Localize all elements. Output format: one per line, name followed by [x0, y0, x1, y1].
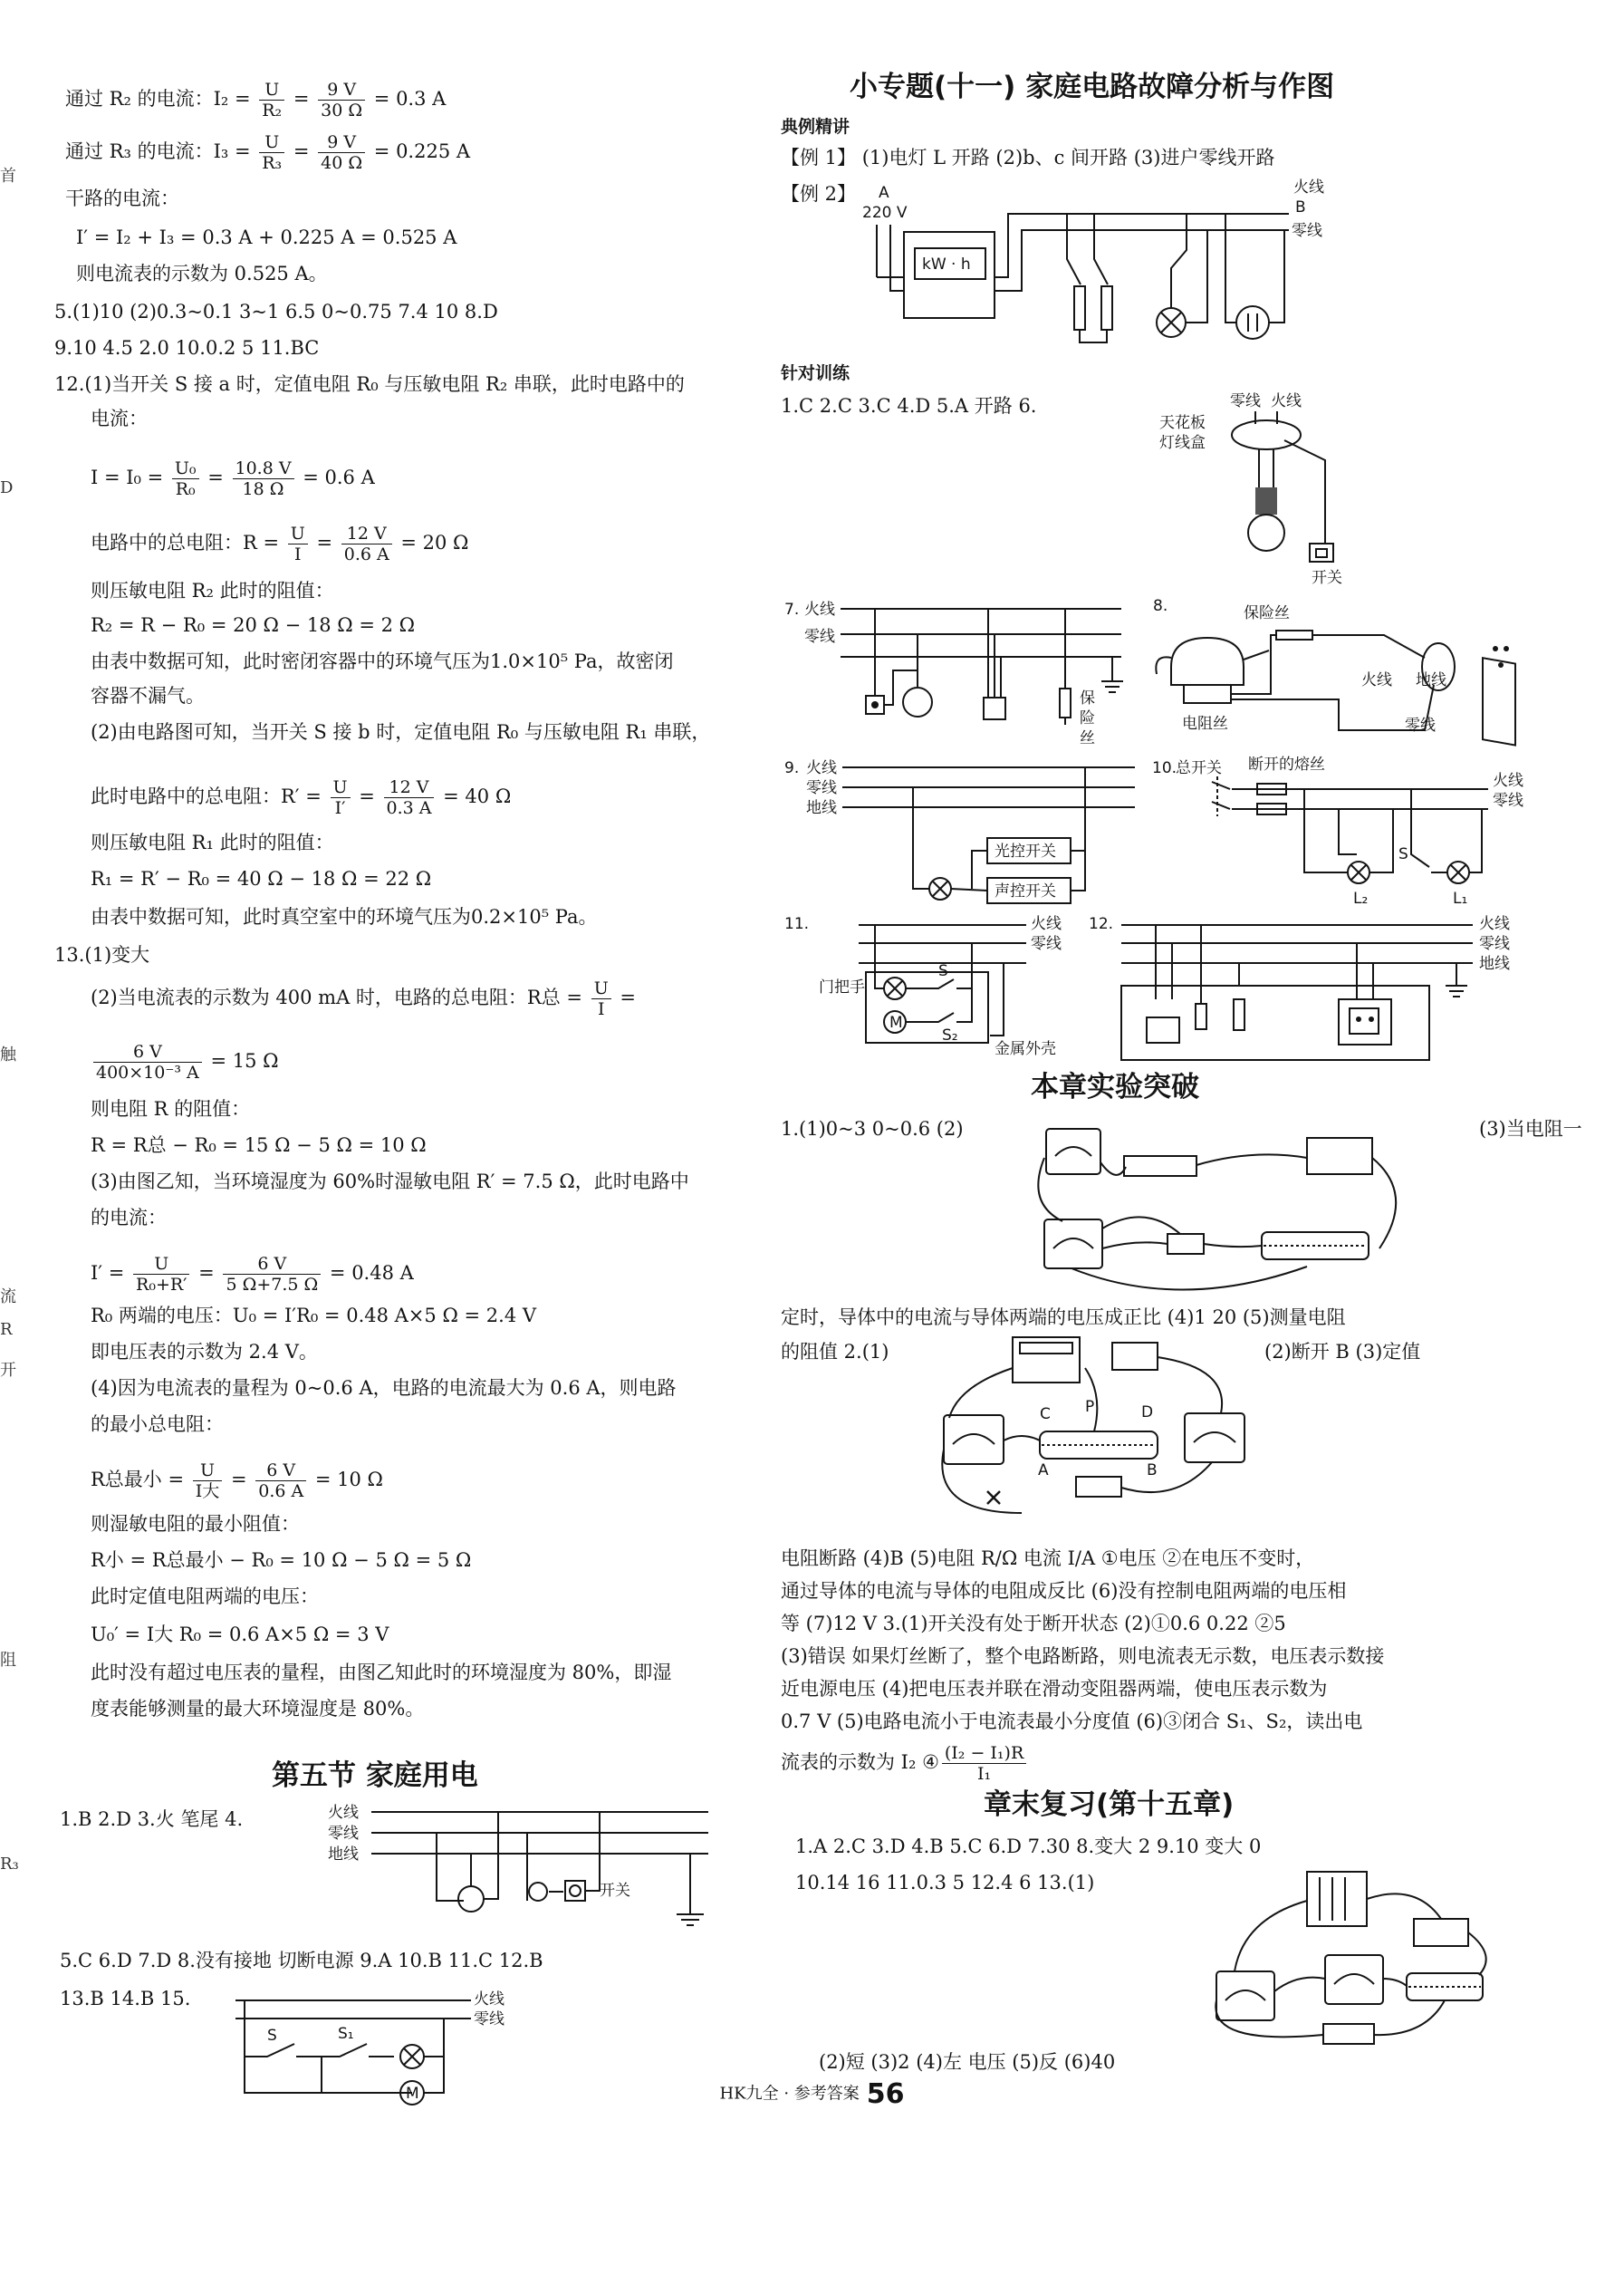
line-text: 则电阻 R 的阻值： [91, 1098, 251, 1120]
fire-line-label: 火线 [1031, 915, 1062, 933]
drill-answers: 1.C 2.C 3.C 4.D 5.A 开路 6. [781, 395, 1037, 417]
house-wiring-diagram-4 [328, 1801, 717, 1937]
fraction-numerator: 10.8 V [233, 458, 294, 479]
fraction-numerator: 12 V [384, 777, 435, 798]
line-text: R₂ = R − R₀ = 20 Ω − 18 Ω = 2 Ω [91, 614, 416, 636]
solution-line [91, 649, 674, 674]
fraction-numerator: U [133, 1254, 189, 1275]
solution-line [54, 335, 319, 361]
edge-char: R [0, 1320, 13, 1339]
point-b-label: B [1295, 198, 1306, 217]
lamp-l2-label: L₂ [1353, 890, 1369, 908]
fraction-numerator: U [259, 80, 284, 101]
line-text: = [352, 785, 381, 807]
zero-line-label: 零线 [804, 628, 835, 646]
answer-text: 流表的示数为 I₂ ④ [781, 1751, 939, 1773]
line-text: = 10 Ω [309, 1469, 383, 1490]
line-text: R总最小 = [91, 1469, 190, 1490]
solution-line [54, 371, 685, 397]
solution-line [91, 406, 148, 431]
example-2-label: 【例 2】 [781, 183, 857, 205]
edge-char: 触 [0, 1045, 16, 1065]
zero-line-label: 零线 [1493, 792, 1523, 810]
fraction [591, 978, 611, 1019]
fraction-denominator: I₁ [977, 1764, 992, 1784]
earth-line-label: 地线 [1479, 955, 1510, 973]
fraction [341, 524, 392, 564]
solution-line [91, 1584, 319, 1609]
line-text: 通过 R₂ 的电流：I₂ = [65, 88, 257, 110]
line-text: (4)因为电流表的量程为 0~0.6 A，电路的电流最大为 0.6 A，则电路 [91, 1377, 677, 1399]
fraction [233, 458, 294, 499]
fraction [223, 1254, 321, 1295]
broken-fuse-label: 断开的熔丝 [1248, 756, 1325, 774]
fire-line-label: 火线 [328, 1804, 359, 1822]
solution-line [91, 458, 375, 499]
line-text: = [201, 467, 230, 488]
fraction-numerator: 6 V [255, 1460, 306, 1481]
fraction [259, 132, 284, 173]
solution-line [91, 719, 710, 745]
voltage-label: 220 V [862, 204, 908, 222]
solution-line [91, 1254, 414, 1295]
fig-number: 10. [1152, 759, 1177, 777]
solution-line [91, 1375, 677, 1401]
broken-fuse-diagram-10 [1148, 755, 1538, 913]
box-label: 灯线盒 [1159, 434, 1206, 452]
line-text: = [613, 987, 636, 1008]
fraction-denominator: I′ [334, 798, 346, 818]
fig-number: 11. [784, 915, 810, 933]
fraction-denominator: R₃ [262, 153, 283, 173]
switch-s2-label: S₂ [942, 1026, 958, 1045]
line-text: (2)当电流表的示数为 400 mA 时，电路的总电阻：R总 = [91, 987, 589, 1008]
zero-line-label: 零线 [1479, 935, 1510, 953]
example-1-answer: 【例 1】 (1)电灯 L 开路 (2)b、c 间开路 (3)进户零线开路 [781, 147, 1275, 169]
line-text: = 0.225 A [368, 140, 471, 162]
fraction-numerator: 9 V [318, 80, 365, 101]
line-text: R₁ = R′ − R₀ = 40 Ω − 18 Ω = 22 Ω [91, 868, 432, 890]
solution-line [91, 1511, 300, 1537]
solution-line [65, 80, 446, 120]
fraction [318, 80, 365, 120]
answer-line: 1.B 2.D 3.火 笔尾 4. [60, 1808, 244, 1830]
subheading: 针对训练 [781, 363, 850, 383]
solution-line [76, 261, 328, 286]
fraction-denominator: 18 Ω [242, 479, 284, 499]
fraction-numerator: U [331, 777, 351, 798]
fraction [331, 777, 351, 818]
fraction [255, 1460, 306, 1501]
line-text: 电流： [91, 408, 148, 429]
solution-line [91, 1696, 424, 1721]
fig-number: 8. [1153, 597, 1168, 615]
outlet-wiring-diagram-12 [1085, 909, 1538, 1067]
zero-line-label: 零线 [1405, 717, 1436, 735]
answer-line-with-fraction [781, 1743, 1029, 1784]
fraction [384, 777, 435, 818]
line-text: (3)由图乙知，当环境湿度为 60%时湿敏电阻 R′ = 7.5 Ω，此时电路中 [91, 1171, 689, 1192]
terminal-b-label: B [1147, 1461, 1158, 1479]
ammeter-voltmeter-circuit-figure [1035, 1122, 1434, 1303]
solution-line [91, 683, 205, 708]
slider-p-label: P [1085, 1398, 1095, 1416]
earth-line-label: 地线 [328, 1845, 359, 1864]
zero-line-label: 零线 [1031, 935, 1062, 953]
fig-number: 7. [784, 601, 800, 619]
fraction [172, 458, 199, 499]
line-text: 即电压表的示数为 2.4 V。 [91, 1341, 318, 1363]
solution-line [91, 1460, 383, 1501]
line-text: 由表中数据可知，此时密闭容器中的环境气压为1.0×10⁵ Pa，故密闭 [91, 650, 674, 672]
fraction [193, 1460, 223, 1501]
fraction-numerator: U [259, 132, 284, 153]
switch-label: 开关 [600, 1882, 630, 1900]
fraction-denominator: 0.3 A [386, 798, 432, 818]
line-text: U₀′ = I大 R₀ = 0.6 A×5 Ω = 3 V [91, 1624, 389, 1645]
point-a-label: A [879, 184, 889, 202]
fire-line-label: 火线 [1293, 178, 1324, 197]
page-footer [0, 2078, 1624, 2110]
zero-line-label: 零线 [806, 779, 837, 797]
answer-line: 1.(1)0~3 0~0.6 (2) [781, 1118, 964, 1140]
solution-line [54, 299, 498, 324]
chapter-review-title: 章末复习(第十五章) [984, 1788, 1235, 1821]
solution-line [76, 225, 456, 250]
fire-line-label: 火线 [1479, 915, 1510, 933]
solution-line [91, 1339, 318, 1364]
fraction [133, 1254, 189, 1295]
line-text: 此时电路中的总电阻：R′ = [91, 785, 328, 807]
section-title: 第五节 家庭用电 [272, 1759, 478, 1792]
line-text: 12.(1)当开关 S 接 a 时，定值电阻 R₀ 与压敏电阻 R₂ 串联，此时电路中的 [54, 373, 685, 395]
line-text: = 0.3 A [368, 88, 447, 110]
edge-char: 首 [0, 167, 16, 186]
fraction-numerator: U [193, 1460, 223, 1481]
line-text: R小 = R总最小 − R₀ = 10 Ω − 5 Ω = 5 Ω [91, 1549, 472, 1571]
line-text: R = R总 − R₀ = 15 Ω − 5 Ω = 10 Ω [91, 1134, 427, 1156]
fraction-numerator: U₀ [172, 458, 199, 479]
special-topic-title: 小专题(十一) 家庭电路故障分析与作图 [850, 71, 1335, 103]
fraction-numerator: 6 V [223, 1254, 321, 1275]
answer-line: 1.A 2.C 3.D 4.B 5.C 6.D 7.30 8.变大 2 9.10 变大 0 [795, 1836, 1262, 1857]
earth-line-label: 地线 [1416, 671, 1446, 689]
solution-line [91, 1042, 279, 1083]
solution-line [65, 186, 179, 211]
line-text: = 0.48 A [323, 1262, 414, 1284]
fire-line-label: 火线 [804, 601, 835, 619]
solution-line [91, 1205, 167, 1230]
line-text: = 40 Ω [437, 785, 512, 807]
line-text: 电路中的总电阻：R = [91, 532, 285, 554]
answer-line: 电阻断路 (4)B (5)电阻 R/Ω 电流 I/A ①电压 ②在电压不变时， [781, 1547, 1315, 1569]
answer-line: (3)当电阻一 [1479, 1118, 1582, 1140]
line-text: = 0.6 A [296, 467, 375, 488]
fraction-numerator: 9 V [318, 132, 365, 153]
line-text: 干路的电流： [65, 188, 179, 209]
fraction-denominator: I大 [195, 1481, 220, 1501]
solution-line [91, 524, 468, 564]
solution-line [91, 1660, 671, 1685]
edge-char: 流 [0, 1287, 16, 1306]
fig-number: 12. [1089, 915, 1114, 933]
terminal-a-label: A [1038, 1461, 1049, 1479]
fraction-denominator: 30 Ω [321, 101, 363, 120]
solution-line [65, 132, 470, 173]
solution-line [91, 1412, 224, 1437]
solution-line [91, 777, 511, 818]
zero-line-label: 零线 [1230, 392, 1261, 410]
light-sound-switch-diagram-9 [777, 755, 1144, 913]
fire-line-label: 火线 [1361, 671, 1392, 689]
fuse-label-1: 保 [1080, 689, 1095, 708]
line-text: (2)由电路图可知，当开关 S 接 b 时，定值电阻 R₀ 与压敏电阻 R₁ 串联， [91, 721, 711, 743]
subheading: 典例精讲 [781, 117, 850, 137]
fraction-denominator: 0.6 A [258, 1481, 304, 1501]
edge-char: R₃ [0, 1855, 19, 1874]
line-text: 的电流： [91, 1207, 167, 1229]
earth-line-label: 地线 [806, 799, 837, 817]
line-text: R₀ 两端的电压：U₀ = I′R₀ = 0.48 A×5 Ω = 2.4 V [91, 1305, 537, 1326]
answer-line: (2)短 (3)2 (4)左 电压 (5)反 (6)40 [819, 2051, 1116, 2073]
line-text: 则压敏电阻 R₁ 此时的阻值： [91, 832, 334, 853]
fig-number: 9. [784, 759, 800, 777]
meter-label: kW · h [922, 255, 971, 274]
solution-line [91, 1096, 250, 1122]
terminal-c-label: C [1040, 1405, 1051, 1423]
resistance-fraction [942, 1743, 1026, 1784]
kettle-plug-diagram-8 [1153, 594, 1542, 753]
answer-line: 0.7 V (5)电路电流小于电流表最小分度值 (6)③闭合 S₁、S₂，读出电 [781, 1710, 1363, 1732]
fraction [93, 1042, 202, 1083]
zero-line-label: 零线 [1292, 222, 1322, 240]
switch-s1-label: S₁ [338, 2025, 354, 2043]
line-text: = [310, 532, 339, 554]
line-text: 此时定值电阻两端的电压： [91, 1585, 319, 1607]
switch-s-label: S [1398, 845, 1408, 863]
fraction [259, 80, 284, 120]
line-text: = [225, 1469, 254, 1490]
meter-wiring-diagram-ex2 [859, 178, 1366, 359]
line-text: 由表中数据可知，此时真空室中的环境气压为0.2×10⁵ Pa。 [91, 906, 598, 928]
fuse-label-2: 险 [1080, 709, 1095, 727]
zero-line-label: 零线 [474, 2010, 504, 2028]
edge-char: 阻 [0, 1651, 16, 1670]
fire-line-label: 火线 [806, 759, 837, 777]
fraction [318, 132, 365, 173]
solution-line [91, 978, 636, 1019]
line-text: I = I₀ = [91, 467, 169, 488]
line-text: = [287, 88, 316, 110]
solution-line [91, 904, 598, 930]
fuse-label: 保险丝 [1244, 604, 1290, 622]
fraction-denominator: I [597, 999, 605, 1019]
solution-line [91, 1303, 536, 1328]
switch-s-label: S [267, 2027, 277, 2045]
edge-char: 开 [0, 1361, 16, 1380]
line-text: = [287, 140, 316, 162]
line-text: = 15 Ω [204, 1050, 279, 1072]
answer-line: 的阻值 2.(1) [781, 1341, 889, 1363]
zero-line-label: 零线 [328, 1825, 359, 1843]
fire-line-label: 火线 [1271, 392, 1302, 410]
line-text: 则电流表的示数为 0.525 A。 [76, 263, 328, 284]
fraction-denominator: R₀ [175, 479, 196, 499]
solution-line [91, 1169, 689, 1194]
line-text: 13.(1)变大 [54, 944, 150, 966]
answer-line: (3)错误 如果灯丝断了，整个电路断路，则电流表无示数，电压表示数接 [781, 1645, 1385, 1667]
switch-label: 开关 [1312, 569, 1342, 587]
edge-char: D [0, 478, 14, 497]
line-text: 9.10 4.5 2.0 10.0.2 5 11.BC [54, 337, 320, 359]
solution-line [91, 1547, 471, 1573]
metal-shell-label: 金属外壳 [995, 1040, 1056, 1058]
fire-line-label: 火线 [1493, 772, 1523, 790]
line-text: = [192, 1262, 221, 1284]
solution-line [91, 1132, 427, 1158]
fraction-denominator: 0.6 A [343, 544, 389, 564]
door-handle-motor-diagram-11 [777, 909, 1085, 1063]
socket-wiring-diagram-7 [777, 598, 1148, 756]
line-text: 则压敏电阻 R₂ 此时的阻值： [91, 580, 334, 602]
main-switch-label: 总开关 [1176, 759, 1222, 777]
solution-line [91, 578, 334, 603]
answer-line: 定时，导体中的电流与导体两端的电压成正比 (4)1 20 (5)测量电阻 [781, 1306, 1346, 1328]
fraction-numerator: 6 V [93, 1042, 202, 1063]
switch-s-label: S [938, 962, 948, 980]
fraction-denominator: 40 Ω [321, 153, 363, 173]
ceiling-label: 天花板 [1159, 414, 1206, 432]
experiment-section-title: 本章实验突破 [1031, 1071, 1199, 1103]
rheostat-circuit-figure [940, 1332, 1266, 1522]
ceiling-lamp-diagram-6 [1158, 388, 1342, 592]
fraction-denominator: 400×10⁻³ A [96, 1063, 199, 1083]
fraction-numerator: 12 V [341, 524, 392, 544]
line-text: 则湿敏电阻的最小阻值： [91, 1513, 300, 1535]
solution-line [91, 830, 334, 855]
battery-circuit-figure [1207, 1864, 1497, 2050]
lamp-l1-label: L₁ [1453, 890, 1468, 908]
answer-line: 5.C 6.D 7.D 8.没有接地 切断电源 9.A 10.B 11.C 12.B [60, 1950, 543, 1971]
line-text: 度表能够测量的最大环境湿度是 80%。 [91, 1698, 425, 1720]
answer-line: 等 (7)12 V 3.(1)开关没有处于断开状态 (2)①0.6 0.22 ②5 [781, 1613, 1286, 1634]
solution-line [91, 1622, 389, 1647]
light-switch-label: 光控开关 [995, 843, 1056, 861]
page-number: 56 [866, 2078, 905, 2110]
line-text: I′ = I₂ + I₃ = 0.3 A + 0.225 A = 0.525 A [76, 226, 457, 248]
fuse-label-3: 丝 [1080, 729, 1095, 747]
answer-line: 10.14 16 11.0.3 5 12.4 6 13.(1) [795, 1872, 1095, 1893]
answer-line: 近电源电压 (4)把电压表并联在滑动变阻器两端，使电压表示数为 [781, 1678, 1328, 1700]
fraction-numerator: U [288, 524, 308, 544]
terminal-d-label: D [1141, 1403, 1154, 1421]
fraction-numerator: U [591, 978, 611, 999]
motor-label: M [889, 1014, 903, 1032]
line-text: 的最小总电阻： [91, 1413, 224, 1435]
fraction-numerator: (I₂ − I₁)R [942, 1743, 1026, 1764]
fire-line-label: 火线 [474, 1990, 504, 2009]
footer-label: HK九全 · 参考答案 [719, 2084, 860, 2104]
line-text: 通过 R₃ 的电流：I₃ = [65, 140, 257, 162]
fraction [288, 524, 308, 564]
answer-line: 13.B 14.B 15. [60, 1988, 191, 2009]
door-handle-label: 门把手 [819, 978, 865, 997]
heater-label: 电阻丝 [1182, 715, 1228, 733]
fraction-denominator: R₀+R′ [136, 1275, 187, 1295]
fraction-denominator: R₂ [262, 101, 283, 120]
solution-line [91, 866, 431, 891]
fraction-denominator: 5 Ω+7.5 Ω [226, 1275, 319, 1295]
answer-line: (2)断开 B (3)定值 [1264, 1341, 1421, 1363]
motor-label: M [406, 2085, 419, 2103]
line-text: 此时没有超过电压表的量程，由图乙知此时的环境湿度为 80%，即湿 [91, 1662, 672, 1683]
solution-line [91, 612, 415, 638]
solution-line [54, 942, 149, 968]
answer-line: 通过导体的电流与导体的电阻成反比 (6)没有控制电阻两端的电压相 [781, 1580, 1347, 1602]
line-text: 容器不漏气。 [91, 685, 205, 707]
fraction-denominator: I [294, 544, 302, 564]
line-text: I′ = [91, 1262, 131, 1284]
sound-switch-label: 声控开关 [995, 882, 1056, 901]
line-text: = 20 Ω [394, 532, 469, 554]
line-text: 5.(1)10 (2)0.3~0.1 3~1 6.5 0~0.75 7.4 10 8.D [54, 301, 498, 323]
